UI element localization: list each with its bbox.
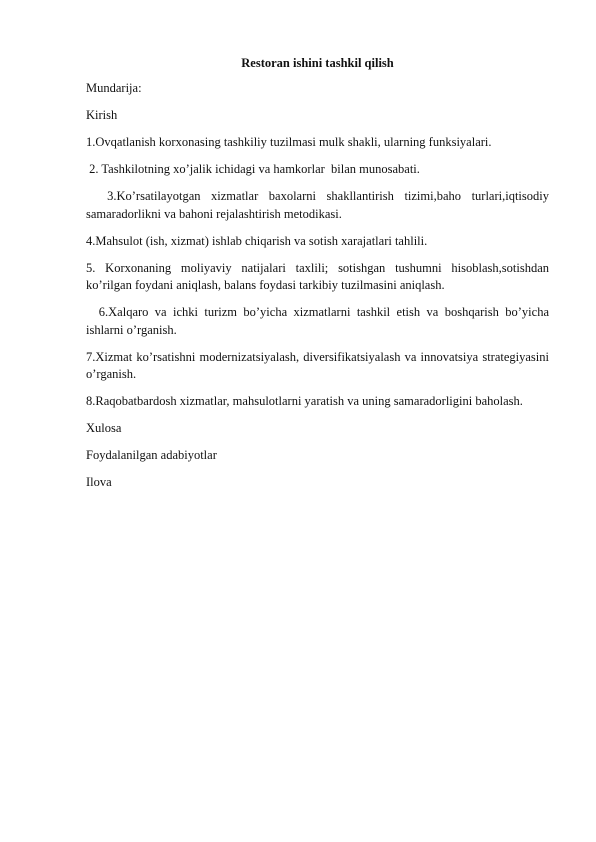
toc-item-8: 8.Raqobatbardosh xizmatlar, mahsulotlarni yaratish va uning samaradorligini baholash. (86, 394, 523, 408)
toc-item-intro: Kirish (86, 108, 118, 122)
toc-item-4: 4.Mahsulot (ish, xizmat) ishlab chiqarish va sotish xarajatlari tahlili. (86, 233, 428, 248)
toc-item-5: 5. Korxonaning moliyaviy natijalari taxlili; sotishgan tushumni hisoblash,sotishdan ko’rilgan foydani aniqlash, balans foydasi tarkibiy tuzilmasini aniqlash. (86, 260, 549, 292)
document-title: Restoran ishini tashkil qilish (241, 56, 394, 70)
toc-item-references: Foydalanilgan adabiyotlar (86, 448, 217, 462)
toc-item-appendix: Ilova (86, 475, 112, 489)
toc-heading: Mundarija: (86, 81, 142, 95)
toc-item-conclusion: Xulosa (86, 421, 122, 435)
toc-item-3: 3.Ko’rsatilayotgan xizmatlar baxolarni shakllantirish tizimi,baho turlari,iqtisodiy samaradorlikni va bahoni rejalashtirish metodikasi. (86, 189, 553, 221)
toc-item-6: 6.Xalqaro va ichki turizm bo’yicha xizmatlarni tashkil etish va boshqarish bo’yicha ishlarni o’rganish. (86, 305, 553, 337)
toc-item-1: 1.Ovqatlanish korxonasing tashkiliy tuzilmasi mulk shakli, ularning funksiyalari. (86, 135, 492, 149)
toc-item-2: 2. Tashkilotning xo’jalik ichidagi va hamkorlar bilan munosabati. (86, 162, 420, 176)
toc-item-7: 7.Xizmat ko’rsatishni modernizatsiyalash, diversifikatsiyalash va innovatsiya strategiyasini o’rganish. (86, 349, 549, 381)
